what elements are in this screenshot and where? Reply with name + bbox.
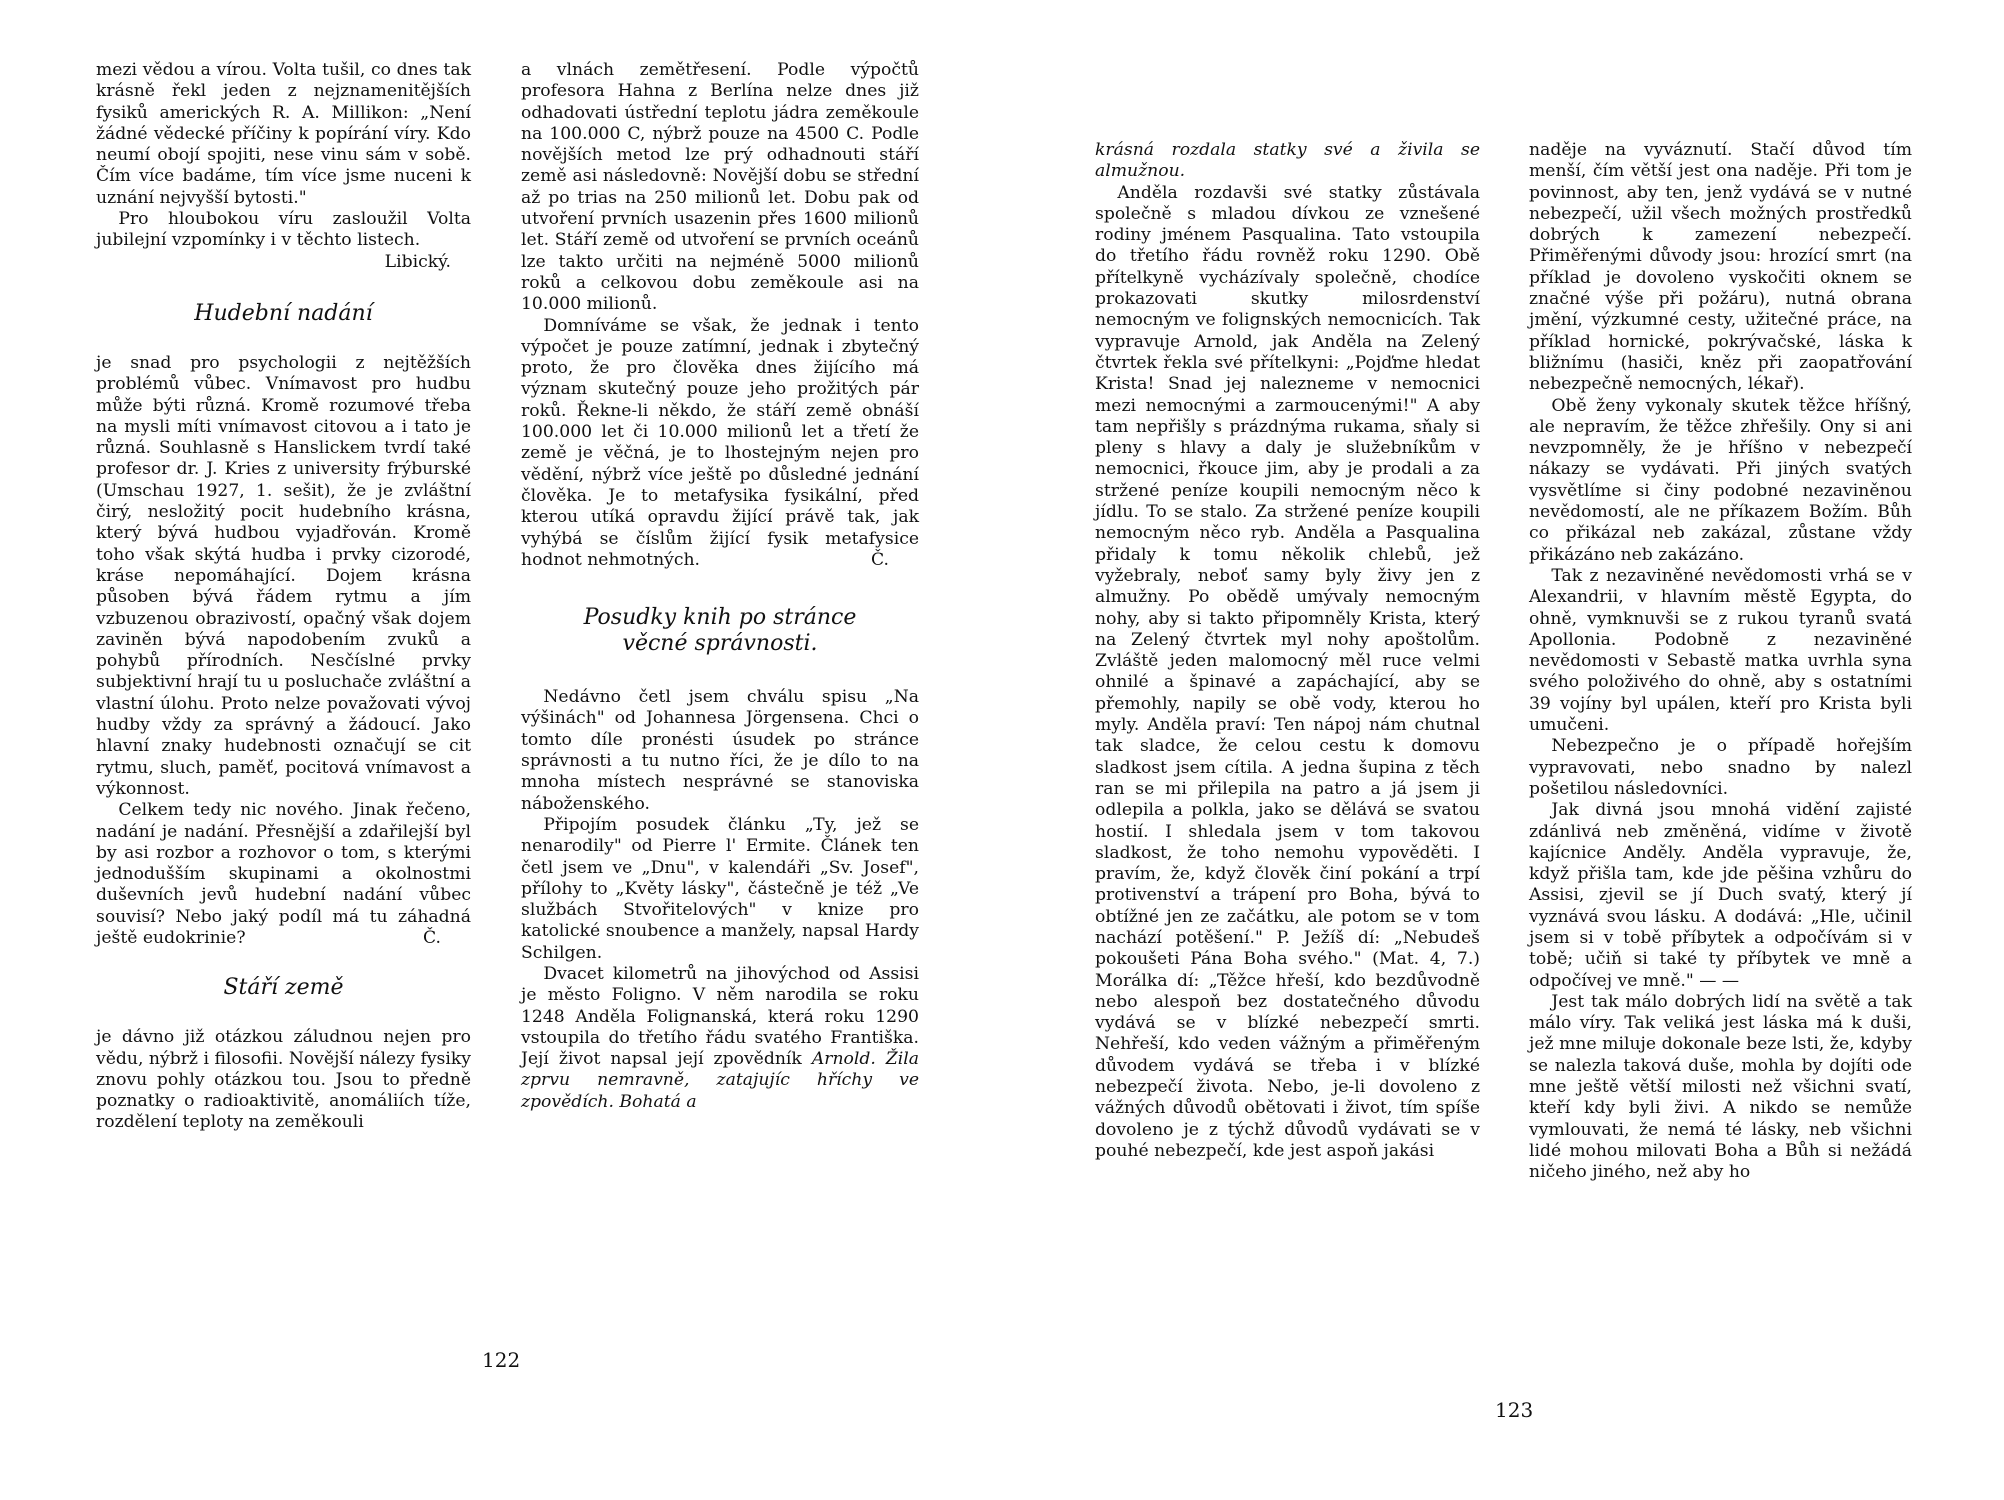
paragraph: Tak z nezaviněné nevědomosti vrhá se v Alexandrii, v hlavním městě Egypta, do ohně, vymknuvši se z rukou tyranů svatá Apollonia. Podobně z nezaviněné nevědomosti v Sebastě matka uvrhla syna svého položivého do ohně, aby s ostatními 39 vojíny byl upálen, kteří pro Krista byli umučeni.: [1529, 565, 1912, 736]
right-page-column-1: [1095, 140, 1480, 1162]
paragraph: Obě ženy vykonaly skutek těžce hříšný, ale nepravím, že těžce zhřešily. Ony si ani nevzpomněly, že je hříšno v nebezpečí nákazy se vydávati. Při jiných svatých vysvětlíme si činy podobné nezaviněnou nevědomostí, ale ne příkazem Božím. Bůh co přikázal neb zakázal, zůstane vždy přikázáno neb zakázáno.: [1529, 395, 1912, 565]
page-number: 123: [1495, 1398, 1534, 1422]
paragraph: Jest tak málo dobrých lidí na světě a tak málo víry. Tak veliká jest láska má k duši, jež mne miluje dokonale beze lsti, že, kdyby se nalezla taková duše, mohla by dojíti ode mne ještě větší milosti než všichni svatí, kteří kdy byli živi. A nikdo se nemůže vymlouvati, že nemá té lásky, neb všichni lidé mohou milovati Boha a Bůh si nežádá ničeho jiného, než aby ho: [1529, 991, 1912, 1183]
paragraph: Nebezpečno je o případě hořejším vypravovati, nebo snadno by nalezl pošetilou následovníci.: [1529, 736, 1912, 799]
paragraph: [521, 964, 919, 1113]
paragraph: krásná rozdala statky své a živila se almužnou.: [1095, 140, 1480, 182]
paragraph: [521, 316, 919, 572]
section-heading: Hudební nadání: [194, 300, 373, 326]
section-heading: Stáří země: [223, 975, 344, 1001]
section-heading: Posudky knih po stránce věcné správnosti.: [583, 605, 857, 657]
paragraph-text: Domníváme se však, že jednak i tento výpočet je pouze zatímní, jednak i zbytečný proto, že pro člověka dnes žijícího má význam skutečný pouze jeho prožitých pár roků. Řekne-li někdo, že stáří země obnáší 100.000 let či 10.000 milionů let a třetí že země je věčná, je to lhostejným nejen pro vědění, nýbrž více ještě po důsledné jednání člověka. Je to metafysika fysikální, před kterou utíká opravdu žijící právě tak, jak vyhýbá se číslům žijící fysik metafysice hodnot nehmotných.: [521, 315, 919, 570]
paragraph: Jak divná jsou mnohá vidění zajisté zdánlivá neb změněná, vidíme v životě kajícnice Anděly. Anděla vypravuje, že, když přišla tam, kde jde pěšina vzhůru do Assisi, zjevil se jí Duch svatý, který jí vyznává svou lásku. A dodává: „Hle, učinil jsem si v tobě příbytek a odpočívám si v tobě; učiň si také ty příbytek ve mně a odpočívej ve mně." — —: [1529, 800, 1912, 991]
signature: Libický.: [384, 251, 451, 272]
italic-text: Arnold. Žila zprvu nemravně, zatajujíc hříchy ve zpovědích. Bohatá a: [521, 1049, 919, 1112]
paragraph-text: Celkem tedy nic nového. Jinak řečeno, nadání je nadání. Přesnější a zdařilejší byl by asi rozbor a rozhovor o tom, s kterými jednodušším skupinami a okolnostmi duševních jevů hudební nadání vůbec souvisí? Nebo jaký podíl má tu záhadná ještě eudokrinie?: [96, 800, 471, 948]
paragraph-text: Dvacet kilometrů na jihovýchod od Assisi je město Foligno. V něm narodila se roku 1248 Anděla Folignanská, která roku 1290 vstoupila do třetího řádu svatého Františka. Její život napsal její zpovědník: [521, 963, 919, 1070]
paragraph: a vlnách zemětřesení. Podle výpočtů profesora Hahna z Berlína nelze dnes již odhadovati ústřední teplotu jádra zeměkoule na 100.000 C, nýbrž pouze na 4500 C. Podle novějších metod lze prý odhadnouti stáří země asi následovně: Novější dobu se střední až po trias na 250 milionů let. Dobu pak od utvoření prvních usazenin přes 1600 milionů let. Stáří země od utvoření se prvních oceánů lze takto určiti na nejméně 5000 milionů roků a celkovou dobu zeměkoule asi na 10.000 milionů.: [521, 60, 919, 315]
paragraph: naděje na vyváznutí. Stačí důvod tím menší, čím větší jest ona naděje. Při tom je povinnost, aby ten, jenž vydává se v nutné nebezpečí, užil všech možných prostředků dobrých k zamezení nebezpečí. Přiměřenými důvody jsou: hrozící smrt (na příklad je dovoleno vyskočiti oknem se značné výše při požáru), nutná obrana jmění, výzkumné cesty, užitečné práce, na příklad hornické, pokrývačské, láska k bližnímu (hasiči, kněz při zaopatřování nebezpečně nemocných, lékař).: [1529, 140, 1912, 395]
paragraph: Připojím posudek článku „Ty, jež se nenarodily" od Pierre l' Ermite. Článek ten četl jsem ve „Dnu", v kalendáři „Sv. Josef", přílohy to „Květy lásky", částečně je též „Ve službách Stvořitelových" v knize pro katolické snoubence a manžely, napsal Hardy Schilgen.: [521, 814, 919, 963]
paragraph: je snad pro psychologii z nejtěžších problémů vůbec. Vnímavost pro hudbu může býti různá. Kromě rozumové třeba na mysli míti vnímavost citovou a i tato je různá. Souhlasně s Hanslickem tvrdí také profesor dr. J. Kries z university frýburské (Umschau 1927, 1. sešit), že je zvláštní čirý, nesložitý pocit hudebního krásna, který bývá hudbou vyjadřován. Kromě toho však skýtá hudba i prvky cizorodé, kráse nepomáhající. Dojem krásna působen bývá řádem rytmu a jím vzbuzenou obrazivostí, opačný však dojem zaviněn bývá napodobením zvuků a pohybů přírodních. Nesčíslné prvky subjektivní hrají tu u posluchače zvláštní a vlastní úlohu. Proto nelze považovati vývoj hudby vždy za správný a žádoucí. Jako hlavní znaky hudebnosti označují se cit rytmu, sluch, paměť, pocitová vnímavost a výkonnost.: [96, 352, 471, 799]
paragraph: [96, 800, 471, 949]
paragraph: Anděla rozdavši své statky zůstávala společně s mladou dívkou ze vznešené rodiny jménem Pasqualina. Tato vstoupila do třetího řádu rovněž roku 1290. Obě přítelkyně vycházívaly společně, chodíce prokazovati skutky milosrdenství nemocným ve folignských nemocnicích. Tak vypravuje Arnold, jak Anděla na Zelený čtvrtek řekla své přítelkyni: „Pojďme hledat Krista! Snad jej nalezneme v nemocnici mezi nemocnými a zarmoucenými!" A aby tam nepřišly s prázdnýma rukama, sňaly si pleny s hlavy a daly je služebníkům v nemocnici, řkouce jim, aby je prodali a za stržené peníze koupili nemocným něco k jídlu. To se stalo. Za stržené peníze koupili nemocným něco ryb. Anděla a Pasqualina přidaly k tomu několik chlebů, jež vyžebraly, neboť samy byly živy jen z almužny. Po obědě umývaly nemocným nohy, aby si takto připomněly Krista, který na Zelený čtvrtek myl nohy apoštolům. Zvláště jeden malomocný měl ruce velmi ohnilé a špinavé a zapáchající, aby se přemohly, napily se obě vody, kterou ho myly. Anděla praví: Ten nápoj nám chutnal tak sladce, že celou cestu k domovu sladkost jsem cítila. A jedna šupina z těch ran se mi přilepila na patro a já jsem ji odlepila a polkla, jako se dělává se svatou hostií. I shledala jsem v tom takovou sladkost, že toho nemohu vypověděti. I pravím, že, když člověk činí pokání a trpí protivenství a trápení pro Boha, bývá to obtížné jen ze začátku, ale potom se v tom nachází potěšení." P. Ježíš dí: „Nebudeš pokoušeti Pána Boha svého." (Mat. 4, 7.) Morálka dí: „Těžce hřeší, kdo bezdůvodně nebo alespoň bez dostatečného důvodu vydává se v blízké nebezpečí smrti. Nehřeší, kdo veden vážným a přiměřeným důvodem vydává se třeba i v blízké nebezpečí života. Nebo, je-li dovoleno z vážných důvodů obětovati i život, tím spíše dovoleno je z týchž důvodů vydávati se v pouhé nebezpečí, kde jest aspoň jakási: [1095, 182, 1480, 1161]
signature: Č.: [870, 549, 889, 570]
paragraph: Pro hloubokou víru zasloužil Volta jubilejní vzpomínky i v těchto listech.: [96, 209, 471, 251]
right-page-column-2: [1529, 140, 1912, 1184]
paragraph: mezi vědou a vírou. Volta tušil, co dnes tak krásně řekl jeden z nejznamenitějších fysiků amerických R. A. Millikon: „Není žádné vědecké příčiny k popírání víry. Kdo neumí obojí spojiti, nese vinu sám v sobě. Čím více badáme, tím více jsme nuceni k uznání nejvyšší bytosti.": [96, 60, 471, 208]
paragraph: Nedávno četl jsem chválu spisu „Na výšinách" od Johannesa Jörgensena. Chci o tomto díle pronésti úsudek po stránce správnosti a tu nutno říci, že je dílo to na mnoha místech nesprávné se stanoviska náboženského.: [521, 687, 919, 814]
signature: Č.: [422, 927, 441, 948]
paragraph: je dávno již otázkou záludnou nejen pro vědu, nýbrž i filosofii. Novější nálezy fysiky znovu pohly otázkou tou. Jsou to předně poznatky o radioaktivitě, anomáliích tíže, rozdělení teploty na zeměkouli: [96, 1027, 471, 1133]
left-page-column-1: [96, 60, 471, 1134]
page-number: 122: [482, 1348, 521, 1372]
left-page-column-2: [521, 60, 919, 1113]
